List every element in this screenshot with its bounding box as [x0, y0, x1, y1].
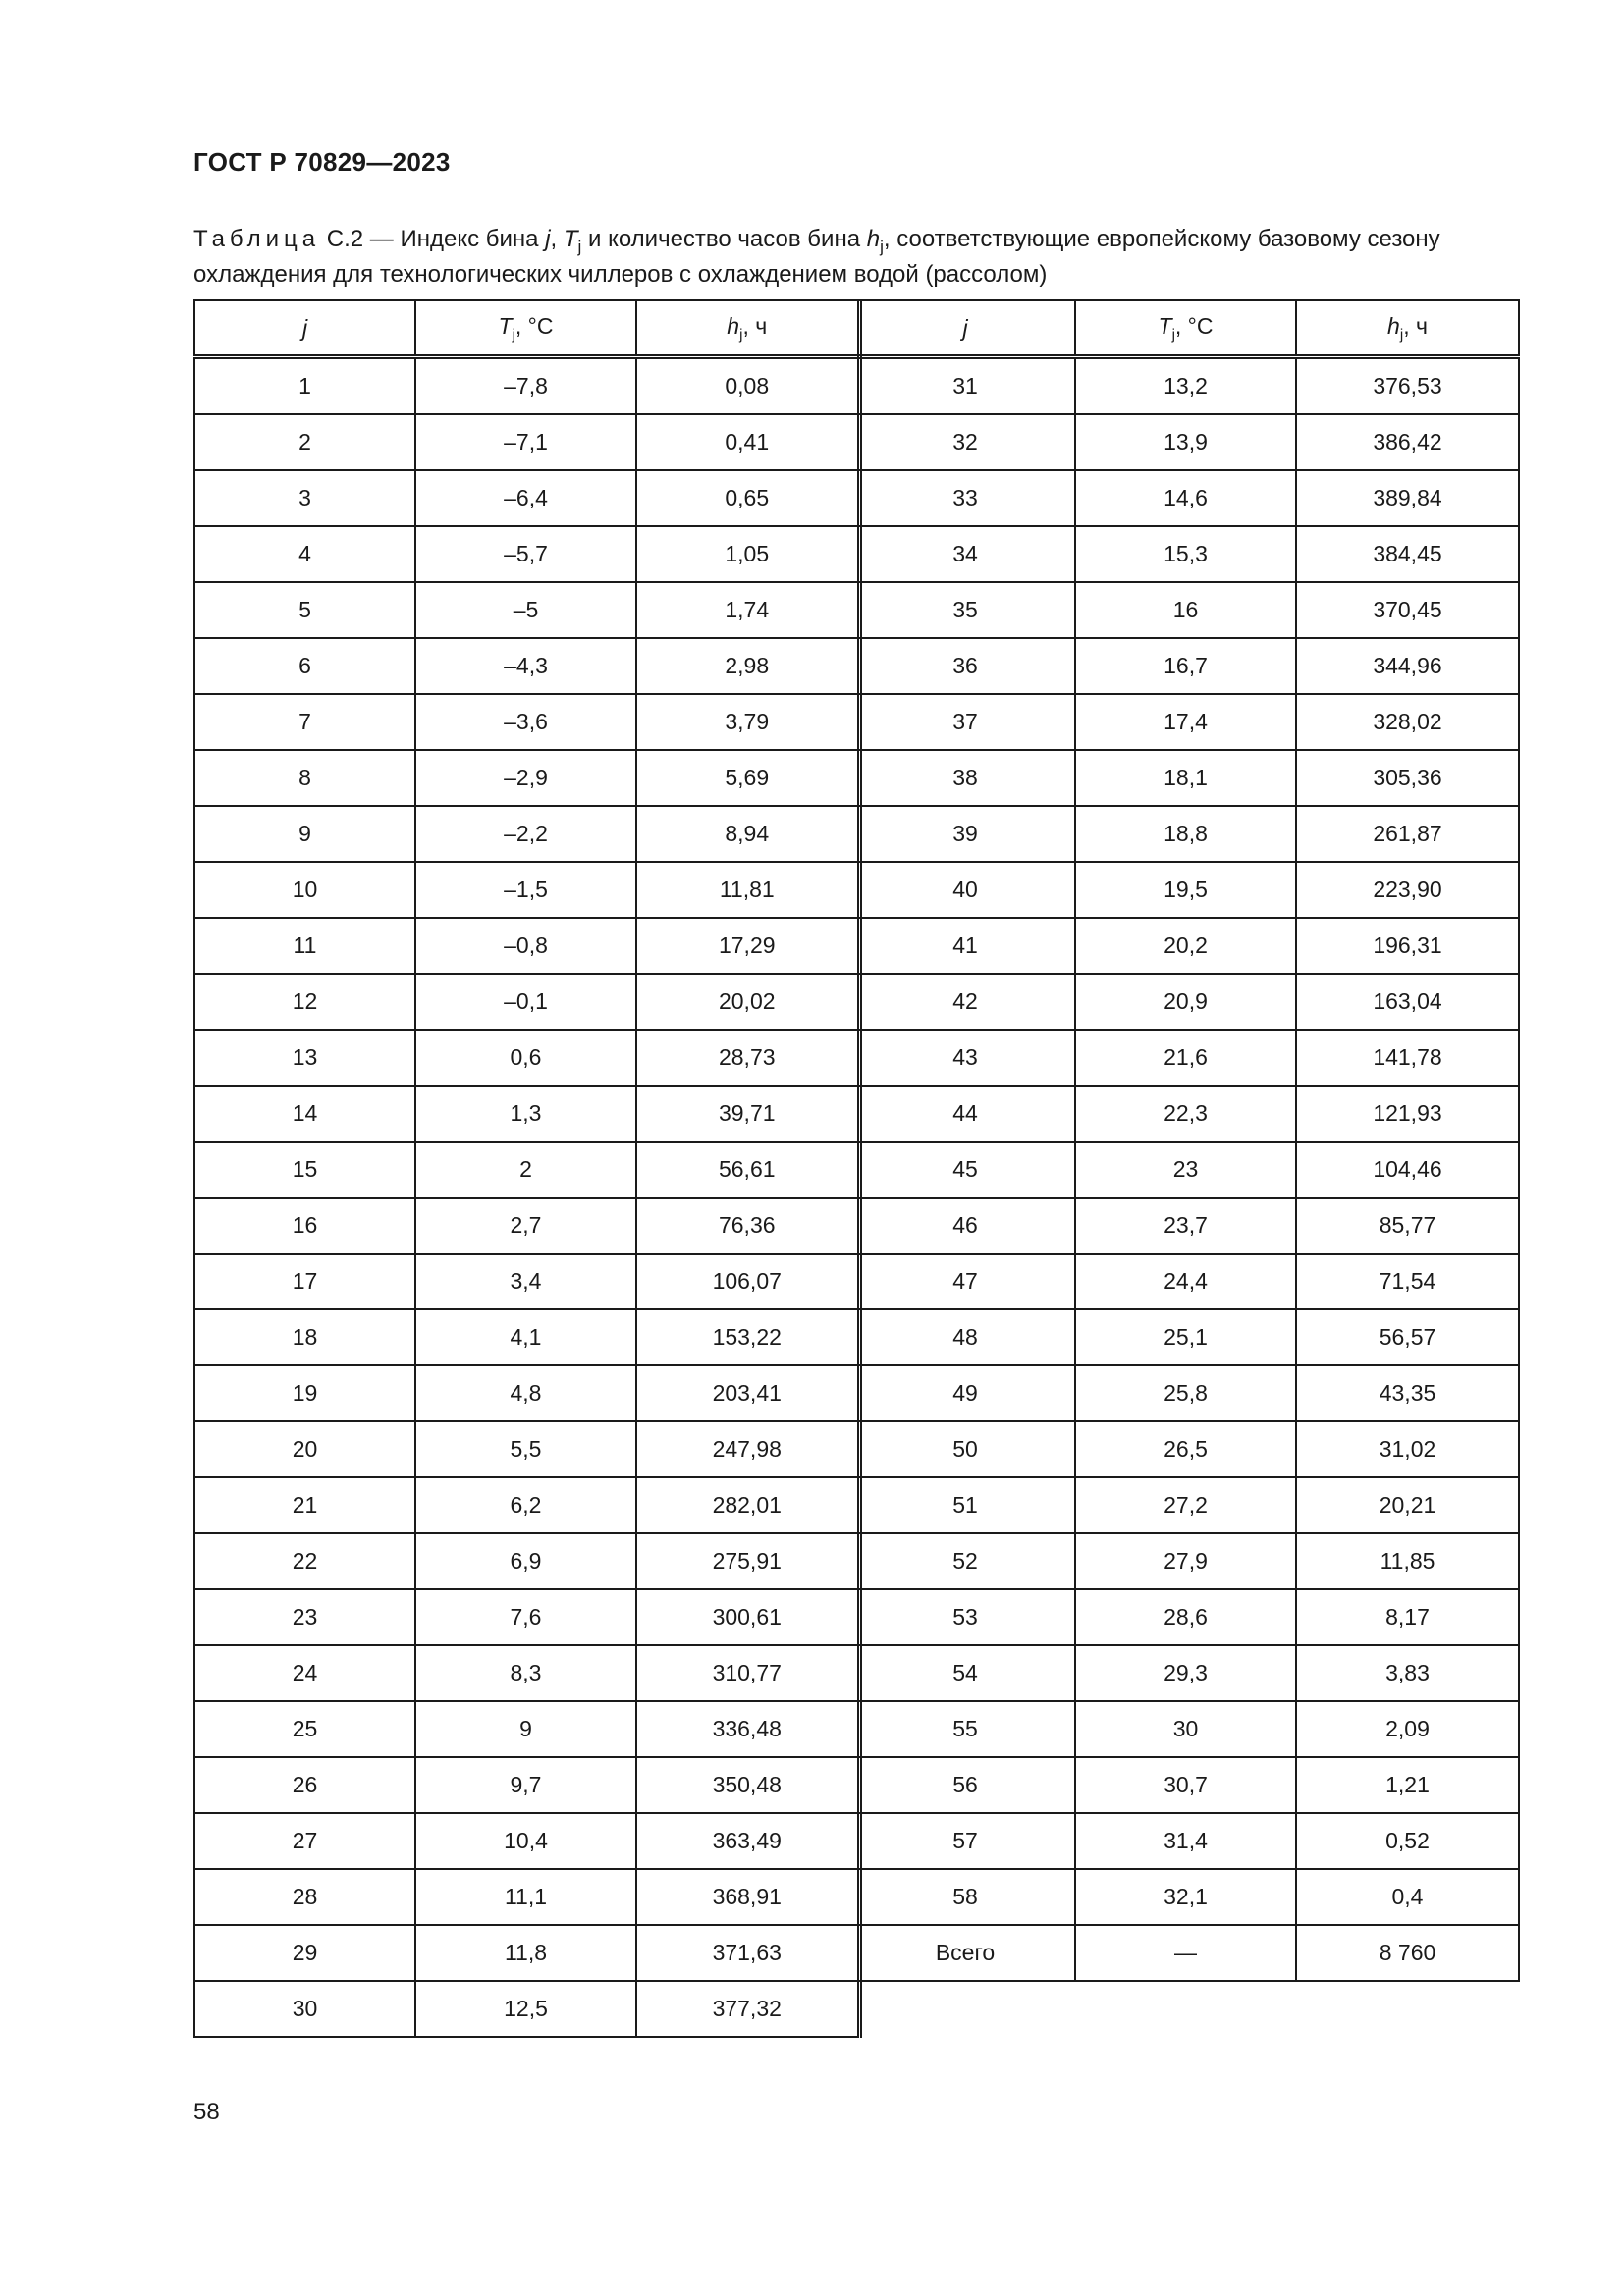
table-row: [194, 1589, 859, 1645]
cell-temperature: 21,6: [1075, 1030, 1296, 1086]
cell-temperature: –3,6: [415, 694, 636, 750]
table-row: [194, 806, 859, 862]
table-row: [194, 1981, 859, 2037]
table-row: [194, 357, 859, 415]
cell-temperature: 11,1: [415, 1869, 636, 1925]
cell-hours: 370,45: [1296, 582, 1519, 638]
cell-temperature: 9,7: [415, 1757, 636, 1813]
cell-temperature: 7,6: [415, 1589, 636, 1645]
cell-j: 15: [194, 1142, 415, 1198]
header-j: j: [856, 300, 1075, 357]
table-row: [856, 806, 1519, 862]
table-row: [194, 974, 859, 1030]
cell-hours: 1,74: [636, 582, 859, 638]
cell-j: 44: [856, 1086, 1075, 1142]
cell-j: 16: [194, 1198, 415, 1254]
bin-table-right: [856, 299, 1520, 1982]
cell-temperature: 12,5: [415, 1981, 636, 2037]
cell-j: 58: [856, 1869, 1075, 1925]
cell-hours: 389,84: [1296, 470, 1519, 526]
table-row: [856, 357, 1519, 415]
table-row: [856, 414, 1519, 470]
cell-hours: 28,73: [636, 1030, 859, 1086]
cell-hours: 17,29: [636, 918, 859, 974]
cell-j: 43: [856, 1030, 1075, 1086]
cell-temperature: 19,5: [1075, 862, 1296, 918]
table-row: [856, 694, 1519, 750]
cell-temperature: 13,9: [1075, 414, 1296, 470]
header-hours: $h_j$, ч: [636, 300, 859, 357]
table-row: [194, 918, 859, 974]
cell-hours: 153,22: [636, 1309, 859, 1365]
table-header-row: [194, 300, 859, 357]
cell-hours: 282,01: [636, 1477, 859, 1533]
cell-hours: 0,65: [636, 470, 859, 526]
cell-temperature: –4,3: [415, 638, 636, 694]
table-row: [194, 582, 859, 638]
cell-hours: 350,48: [636, 1757, 859, 1813]
table-row: [856, 1421, 1519, 1477]
table-row: [856, 1198, 1519, 1254]
caption-subscript-t: j: [577, 237, 582, 256]
caption-separator: ,: [550, 226, 558, 252]
caption-rest: , соответствующие европейскому базовому сезону охлаждения для технологических чиллеров с охлаждением водой (рассолом): [193, 226, 1440, 288]
cell-temperature: 22,3: [1075, 1086, 1296, 1142]
cell-temperature: 2,7: [415, 1198, 636, 1254]
caption-prefix: Таблица: [193, 226, 321, 252]
cell-hours: 377,32: [636, 1981, 859, 2037]
table-row: [856, 1645, 1519, 1701]
table-row: [856, 974, 1519, 1030]
cell-temperature: 10,4: [415, 1813, 636, 1869]
table-row: [856, 1365, 1519, 1421]
table-row: [856, 1533, 1519, 1589]
cell-hours: 344,96: [1296, 638, 1519, 694]
cell-temperature: 17,4: [1075, 694, 1296, 750]
table-row: [856, 1869, 1519, 1925]
cell-j: 21: [194, 1477, 415, 1533]
cell-hours: 3,83: [1296, 1645, 1519, 1701]
cell-j: 18: [194, 1309, 415, 1365]
cell-hours: 310,77: [636, 1645, 859, 1701]
table-row: [856, 918, 1519, 974]
caption-symbol-h: h: [866, 226, 881, 252]
caption-subscript-h: j: [880, 237, 884, 256]
cell-hours: 11,81: [636, 862, 859, 918]
cell-temperature: 3,4: [415, 1254, 636, 1309]
table-row: [856, 638, 1519, 694]
cell-j: 32: [856, 414, 1075, 470]
cell-j: 13: [194, 1030, 415, 1086]
cell-hours: 363,49: [636, 1813, 859, 1869]
cell-temperature: 32,1: [1075, 1869, 1296, 1925]
cell-hours: 8 760: [1296, 1925, 1519, 1981]
cell-temperature: 31,4: [1075, 1813, 1296, 1869]
table-row: [856, 750, 1519, 806]
cell-temperature: 23,7: [1075, 1198, 1296, 1254]
table-row: [856, 1701, 1519, 1757]
table-row: [194, 1309, 859, 1365]
table-row: [194, 1086, 859, 1142]
cell-j: 52: [856, 1533, 1075, 1589]
cell-hours: 223,90: [1296, 862, 1519, 918]
cell-j: 40: [856, 862, 1075, 918]
cell-hours: 31,02: [1296, 1421, 1519, 1477]
cell-temperature: 30: [1075, 1701, 1296, 1757]
cell-j: 51: [856, 1477, 1075, 1533]
cell-temperature: –5: [415, 582, 636, 638]
bin-table-left: [193, 299, 862, 2038]
cell-temperature: 16,7: [1075, 638, 1296, 694]
table-caption: [193, 226, 1519, 289]
cell-j: 41: [856, 918, 1075, 974]
cell-hours: 386,42: [1296, 414, 1519, 470]
cell-j: 36: [856, 638, 1075, 694]
cell-hours: 300,61: [636, 1589, 859, 1645]
header-temperature: $T_j$, °C: [415, 300, 636, 357]
table-row: [194, 414, 859, 470]
table-row: [194, 638, 859, 694]
table-row: [194, 1365, 859, 1421]
cell-j: 45: [856, 1142, 1075, 1198]
cell-j: 24: [194, 1645, 415, 1701]
cell-j: 25: [194, 1701, 415, 1757]
header-hours: $h_j$, ч: [1296, 300, 1519, 357]
table-row: [856, 1925, 1519, 1981]
table-row: [856, 1589, 1519, 1645]
cell-j: 39: [856, 806, 1075, 862]
cell-hours: 39,71: [636, 1086, 859, 1142]
cell-temperature: 26,5: [1075, 1421, 1296, 1477]
table-row: [194, 1813, 859, 1869]
cell-temperature: –2,2: [415, 806, 636, 862]
table-row: [194, 1701, 859, 1757]
cell-j: 23: [194, 1589, 415, 1645]
header-temperature: $T_j$, °C: [1075, 300, 1296, 357]
cell-hours: 20,02: [636, 974, 859, 1030]
table-row: [194, 1198, 859, 1254]
table-row: [856, 1477, 1519, 1533]
cell-temperature: 0,6: [415, 1030, 636, 1086]
cell-hours: 8,94: [636, 806, 859, 862]
table-row: [856, 1254, 1519, 1309]
cell-temperature: 25,8: [1075, 1365, 1296, 1421]
cell-j: 49: [856, 1365, 1075, 1421]
page-number: 58: [193, 2099, 220, 2125]
cell-j: 11: [194, 918, 415, 974]
table-row: [856, 1030, 1519, 1086]
cell-temperature: 6,9: [415, 1533, 636, 1589]
cell-hours: 196,31: [1296, 918, 1519, 974]
cell-hours: 275,91: [636, 1533, 859, 1589]
cell-temperature: 11,8: [415, 1925, 636, 1981]
cell-hours: 43,35: [1296, 1365, 1519, 1421]
table-row: [856, 862, 1519, 918]
table-row: [194, 1254, 859, 1309]
header-j: j: [194, 300, 415, 357]
cell-hours: 0,08: [636, 357, 859, 415]
cell-j: 42: [856, 974, 1075, 1030]
cell-j: 34: [856, 526, 1075, 582]
table-row: [856, 1813, 1519, 1869]
cell-j: 53: [856, 1589, 1075, 1645]
cell-j: 48: [856, 1309, 1075, 1365]
cell-temperature: 20,2: [1075, 918, 1296, 974]
cell-temperature: 13,2: [1075, 357, 1296, 415]
cell-j: 27: [194, 1813, 415, 1869]
cell-temperature: 29,3: [1075, 1645, 1296, 1701]
cell-hours: 76,36: [636, 1198, 859, 1254]
cell-j: 31: [856, 357, 1075, 415]
cell-j: 47: [856, 1254, 1075, 1309]
table-row: [856, 526, 1519, 582]
cell-hours: 376,53: [1296, 357, 1519, 415]
cell-j: 57: [856, 1813, 1075, 1869]
cell-temperature: 15,3: [1075, 526, 1296, 582]
cell-j: 4: [194, 526, 415, 582]
cell-hours: 141,78: [1296, 1030, 1519, 1086]
cell-temperature: 14,6: [1075, 470, 1296, 526]
table-row: [856, 1309, 1519, 1365]
table-row: [194, 1869, 859, 1925]
cell-hours: 85,77: [1296, 1198, 1519, 1254]
cell-hours: 8,17: [1296, 1589, 1519, 1645]
table-row: [194, 1142, 859, 1198]
cell-hours: 0,41: [636, 414, 859, 470]
cell-temperature: 27,2: [1075, 1477, 1296, 1533]
cell-hours: 11,85: [1296, 1533, 1519, 1589]
caption-number: С.2 — Индекс бина: [326, 226, 539, 252]
cell-hours: 0,52: [1296, 1813, 1519, 1869]
cell-j: 8: [194, 750, 415, 806]
cell-j: 3: [194, 470, 415, 526]
cell-temperature: –0,8: [415, 918, 636, 974]
cell-j: 26: [194, 1757, 415, 1813]
cell-j: 55: [856, 1701, 1075, 1757]
cell-temperature: 18,1: [1075, 750, 1296, 806]
cell-temperature: 2: [415, 1142, 636, 1198]
table-row: [856, 1086, 1519, 1142]
cell-hours: 2,09: [1296, 1701, 1519, 1757]
table-row: [194, 694, 859, 750]
cell-hours: 104,46: [1296, 1142, 1519, 1198]
cell-temperature: 27,9: [1075, 1533, 1296, 1589]
cell-j: Всего: [856, 1925, 1075, 1981]
cell-temperature: 16: [1075, 582, 1296, 638]
cell-j: 6: [194, 638, 415, 694]
table-row: [194, 1030, 859, 1086]
cell-temperature: 5,5: [415, 1421, 636, 1477]
cell-temperature: 28,6: [1075, 1589, 1296, 1645]
cell-j: 28: [194, 1869, 415, 1925]
cell-temperature: 8,3: [415, 1645, 636, 1701]
cell-hours: 1,21: [1296, 1757, 1519, 1813]
cell-hours: 3,79: [636, 694, 859, 750]
cell-temperature: 6,2: [415, 1477, 636, 1533]
cell-j: 30: [194, 1981, 415, 2037]
cell-hours: 371,63: [636, 1925, 859, 1981]
cell-temperature: 30,7: [1075, 1757, 1296, 1813]
cell-j: 17: [194, 1254, 415, 1309]
cell-hours: 384,45: [1296, 526, 1519, 582]
table-row: [194, 1757, 859, 1813]
cell-j: 38: [856, 750, 1075, 806]
cell-hours: 71,54: [1296, 1254, 1519, 1309]
cell-j: 46: [856, 1198, 1075, 1254]
cell-temperature: 24,4: [1075, 1254, 1296, 1309]
cell-j: 56: [856, 1757, 1075, 1813]
cell-hours: 305,36: [1296, 750, 1519, 806]
cell-hours: 1,05: [636, 526, 859, 582]
cell-j: 7: [194, 694, 415, 750]
cell-temperature: 25,1: [1075, 1309, 1296, 1365]
cell-j: 1: [194, 357, 415, 415]
cell-j: 9: [194, 806, 415, 862]
cell-hours: 106,07: [636, 1254, 859, 1309]
cell-temperature: —: [1075, 1925, 1296, 1981]
cell-hours: 328,02: [1296, 694, 1519, 750]
cell-hours: 56,57: [1296, 1309, 1519, 1365]
cell-temperature: 18,8: [1075, 806, 1296, 862]
caption-symbol-t: T: [563, 226, 578, 252]
cell-hours: 163,04: [1296, 974, 1519, 1030]
cell-j: 50: [856, 1421, 1075, 1477]
cell-temperature: –2,9: [415, 750, 636, 806]
table-row: [194, 1477, 859, 1533]
cell-hours: 261,87: [1296, 806, 1519, 862]
cell-j: 37: [856, 694, 1075, 750]
table-row: [194, 1533, 859, 1589]
cell-hours: 247,98: [636, 1421, 859, 1477]
table-row: [194, 470, 859, 526]
cell-j: 12: [194, 974, 415, 1030]
cell-hours: 121,93: [1296, 1086, 1519, 1142]
cell-temperature: 9: [415, 1701, 636, 1757]
table-row: [194, 1925, 859, 1981]
cell-hours: 5,69: [636, 750, 859, 806]
cell-hours: 203,41: [636, 1365, 859, 1421]
cell-hours: 0,4: [1296, 1869, 1519, 1925]
cell-hours: 336,48: [636, 1701, 859, 1757]
cell-j: 35: [856, 582, 1075, 638]
cell-temperature: –7,1: [415, 414, 636, 470]
cell-j: 54: [856, 1645, 1075, 1701]
cell-temperature: –7,8: [415, 357, 636, 415]
table-header-row: [856, 300, 1519, 357]
cell-j: 19: [194, 1365, 415, 1421]
table-row: [194, 862, 859, 918]
cell-temperature: 23: [1075, 1142, 1296, 1198]
cell-j: 5: [194, 582, 415, 638]
cell-hours: 368,91: [636, 1869, 859, 1925]
cell-hours: 20,21: [1296, 1477, 1519, 1533]
table-row: [194, 1421, 859, 1477]
document-header: ГОСТ Р 70829—2023: [193, 147, 451, 177]
table-row: [856, 470, 1519, 526]
cell-j: 10: [194, 862, 415, 918]
cell-j: 2: [194, 414, 415, 470]
cell-temperature: 4,1: [415, 1309, 636, 1365]
cell-j: 22: [194, 1533, 415, 1589]
cell-temperature: –0,1: [415, 974, 636, 1030]
table-row: [856, 1757, 1519, 1813]
table-row: [856, 1142, 1519, 1198]
cell-temperature: –5,7: [415, 526, 636, 582]
cell-temperature: 1,3: [415, 1086, 636, 1142]
cell-j: 20: [194, 1421, 415, 1477]
caption-symbol-j: j: [545, 226, 551, 252]
cell-j: 14: [194, 1086, 415, 1142]
cell-temperature: –6,4: [415, 470, 636, 526]
cell-temperature: –1,5: [415, 862, 636, 918]
cell-temperature: 4,8: [415, 1365, 636, 1421]
caption-middle: и количество часов бина: [588, 226, 861, 252]
cell-hours: 56,61: [636, 1142, 859, 1198]
cell-j: 33: [856, 470, 1075, 526]
table-row: [194, 1645, 859, 1701]
cell-temperature: 20,9: [1075, 974, 1296, 1030]
table-row: [194, 750, 859, 806]
table-row: [194, 526, 859, 582]
cell-hours: 2,98: [636, 638, 859, 694]
table-row: [856, 582, 1519, 638]
cell-j: 29: [194, 1925, 415, 1981]
